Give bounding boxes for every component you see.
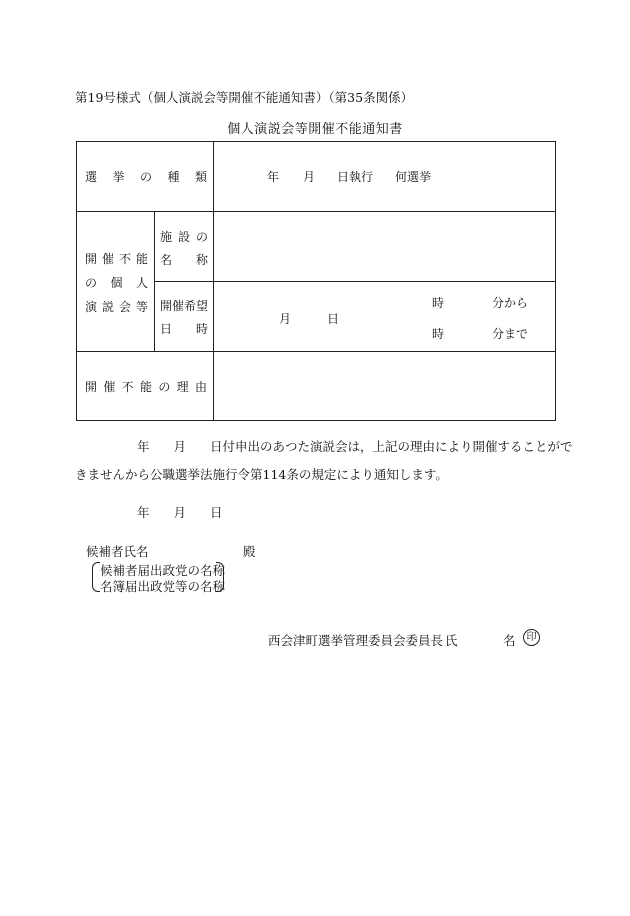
brace-right	[216, 562, 224, 592]
date-month: 月	[279, 312, 292, 326]
date-label-line: 日 時	[160, 322, 208, 336]
committee-chair: 西会津町選挙管理委員会委員長	[268, 633, 444, 648]
group-label-line: の 個 人	[85, 276, 148, 290]
document-title: 個人演説会等開催不能通知書	[227, 122, 403, 137]
row-divider	[77, 351, 555, 352]
seal-mark: 印	[523, 629, 540, 646]
party-name-2: 名簿届出政党等の名称	[100, 579, 226, 594]
notice-form-table	[76, 141, 556, 421]
reason-label: 開 催 不 能 の 理 由	[85, 380, 207, 394]
column-divider	[154, 211, 155, 351]
election-month: 月	[303, 170, 316, 184]
time-end-min: 分まで	[492, 327, 529, 341]
notice-date: 年 月 日	[137, 505, 223, 520]
facility-label-line: 施 設 の	[160, 230, 208, 244]
group-label-line: 開 催 不 能	[85, 252, 148, 266]
form-heading: 第19号様式（個人演説会等開催不能通知書）（第35条関係）	[75, 90, 414, 105]
party-name-1: 候補者届出政党の名称	[100, 563, 226, 578]
time-start-min: 分から	[492, 296, 529, 310]
name-label-mei: 名	[503, 633, 516, 648]
election-year: 年	[267, 170, 280, 184]
row-divider	[77, 211, 555, 212]
election-day-exec: 日執行	[337, 170, 374, 184]
date-label-line: 開 催 希 望	[160, 299, 209, 313]
group-label-line: 演 説 会 等	[85, 300, 148, 314]
row-divider	[154, 281, 555, 282]
notice-paragraph-line1: 年 月 日付申出のあつた演説会は，上記の理由により開催することがで	[137, 439, 573, 454]
time-end-hour: 時	[432, 327, 445, 341]
column-divider	[213, 142, 214, 420]
name-label-shi: 氏	[445, 633, 458, 648]
date-day: 日	[327, 312, 340, 326]
candidate-name-label: 候補者氏名	[86, 544, 149, 559]
honorific-dono: 殿	[243, 544, 256, 559]
election-type-label: 選 挙 の 種 類	[85, 170, 207, 184]
brace-left	[92, 562, 100, 592]
notice-paragraph-line2: きませんから公職選挙法施行令第114条の規定により通知します。	[75, 467, 448, 482]
facility-label-line: 名 称	[160, 253, 208, 267]
time-start-hour: 時	[432, 296, 445, 310]
election-name: 何選挙	[395, 170, 432, 184]
